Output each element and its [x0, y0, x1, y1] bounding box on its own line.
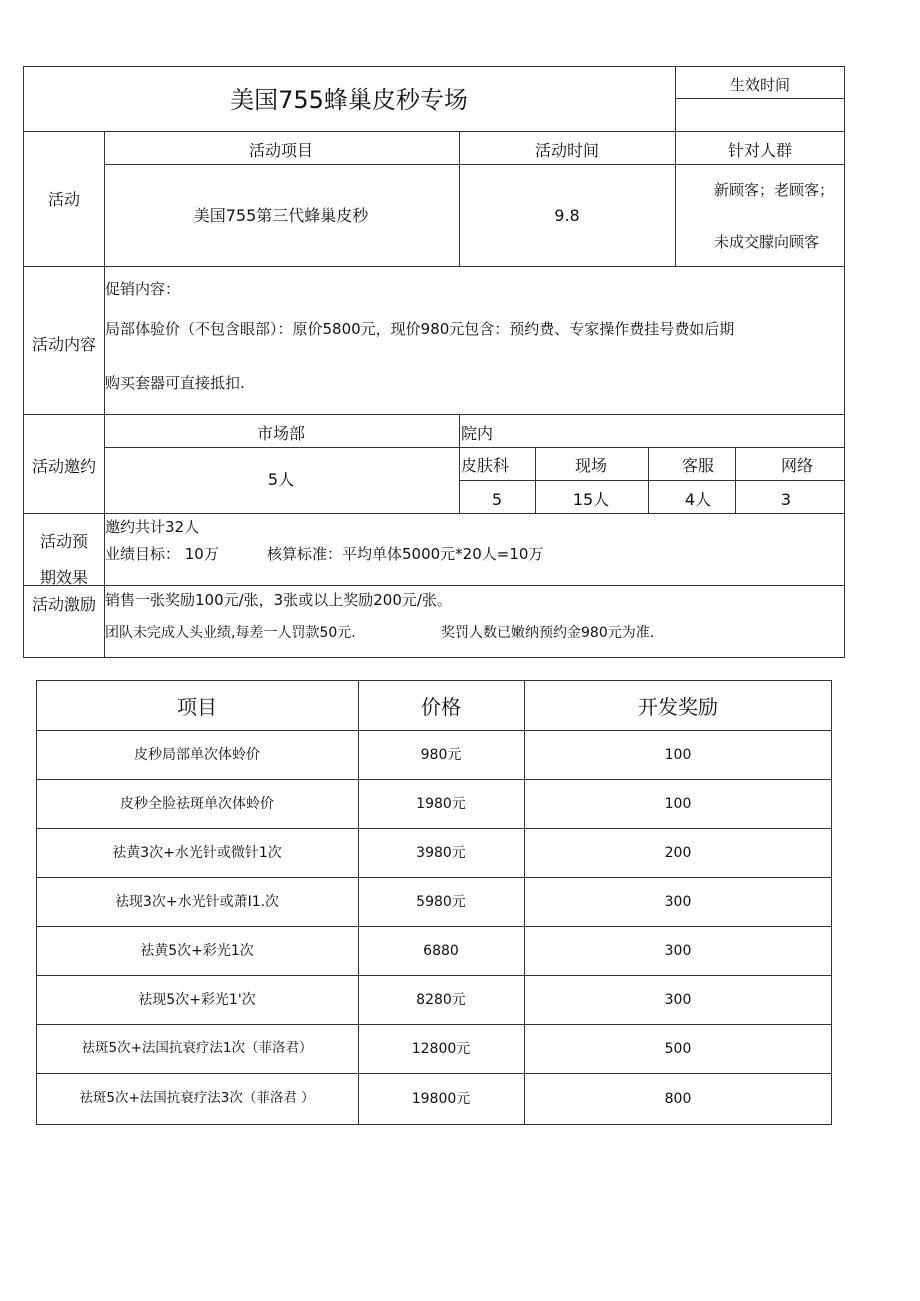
content-line1: 促销内容： — [105, 280, 181, 298]
market-dept-label: 市场部 — [256, 424, 306, 443]
activity-time-value: 9.8 — [554, 206, 580, 225]
customer-service-value: 4人 — [684, 490, 712, 509]
col-header-item: 项目 — [177, 695, 217, 719]
expect-standard: 核算标准：平均单体5000元*20人=10万 — [267, 545, 544, 563]
row-price: 19800元 — [411, 1091, 471, 1107]
incentive-penalty: 团队未完成人头业绩,每差一人罚款50元. — [105, 625, 356, 641]
incentive-label: 活动激励 — [31, 595, 97, 614]
row-item: 祛黄5次+彩光1次 — [140, 943, 254, 959]
effective-time-label: 生效时间 — [729, 76, 791, 94]
row-item: 祛斑5次+法国抗衰疗法1次（菲洛君） — [81, 1040, 313, 1056]
row-price: 980元 — [420, 747, 462, 763]
page-title: 美国755蜂巢皮秒专场 — [230, 86, 468, 114]
row-price: 12800元 — [411, 1041, 471, 1057]
expect-label-line2: 期效果 — [39, 568, 89, 587]
incentive-line1: 销售一张奖励100元/张，3张或以上奖励200元/张。 — [105, 591, 452, 609]
activity-label: 活动 — [47, 190, 81, 209]
row-reward: 500 — [664, 1041, 692, 1057]
row-reward: 800 — [664, 1091, 692, 1107]
dermatology-label: 皮肤科 — [461, 456, 510, 475]
expect-target: 业绩目标： 10万 — [105, 545, 219, 563]
row-price: 6880 — [423, 943, 459, 959]
incentive-basis: 奖罚人数已嫩纳预约金980元为准. — [441, 625, 655, 641]
target-audience-line2: 未成交朦向顾客 — [714, 233, 820, 251]
row-item: 皮秒局部单次体蛉价 — [134, 747, 260, 763]
online-label: 网络 — [780, 456, 814, 475]
row-item: 祛黄3次+水光针或微针1次 — [112, 845, 282, 861]
onsite-label: 现场 — [574, 456, 608, 475]
content-label: 活动内容 — [31, 335, 97, 354]
col-header-reward: 开发奖励 — [638, 695, 718, 719]
target-audience-line1: 新顾客；老顾客； — [714, 181, 835, 199]
row-item: 祛斑5次+法国抗衰疗法3次（菲洛君 ） — [79, 1090, 315, 1106]
onsite-value: 15人 — [572, 490, 610, 509]
row-reward: 100 — [664, 747, 692, 763]
online-value: 3 — [780, 490, 792, 509]
row-item: 祛现5次+彩光1'次 — [138, 992, 256, 1008]
row-price: 8280元 — [416, 992, 466, 1008]
content-line2: 局部体验价（不包含眼部）：原价5800元，现价980元包含：预约费、专家操作费挂号费如后期 — [105, 320, 735, 338]
dermatology-value: 5 — [491, 490, 503, 509]
col-header-price: 价格 — [421, 695, 461, 719]
expect-line1: 邀约共计32人 — [105, 518, 200, 536]
expect-label-line1: 活动预 — [39, 532, 89, 551]
activity-item-value: 美国755第三代蜂巢皮秒 — [193, 206, 369, 225]
content-line3: 购买套器可直接抵扣. — [105, 374, 245, 392]
target-audience-header: 针对人群 — [727, 141, 793, 160]
row-price: 5980元 — [416, 894, 466, 910]
row-reward: 200 — [664, 845, 692, 861]
activity-time-header: 活动时间 — [534, 141, 600, 160]
customer-service-label: 客服 — [681, 456, 715, 475]
row-reward: 300 — [664, 943, 692, 959]
activity-item-header: 活动项目 — [248, 141, 314, 160]
row-reward: 300 — [664, 894, 692, 910]
market-dept-value: 5人 — [267, 470, 295, 489]
row-item: 祛现3次+水光针或萧I1.次 — [114, 894, 280, 910]
row-price: 3980元 — [416, 845, 466, 861]
row-price: 1980元 — [416, 796, 466, 812]
row-item: 皮秒全脸祛斑单次体蛉价 — [120, 796, 274, 812]
hospital-label: 院内 — [461, 424, 494, 443]
row-reward: 100 — [664, 796, 692, 812]
row-reward: 300 — [664, 992, 692, 1008]
invite-label: 活动邀约 — [31, 457, 97, 476]
